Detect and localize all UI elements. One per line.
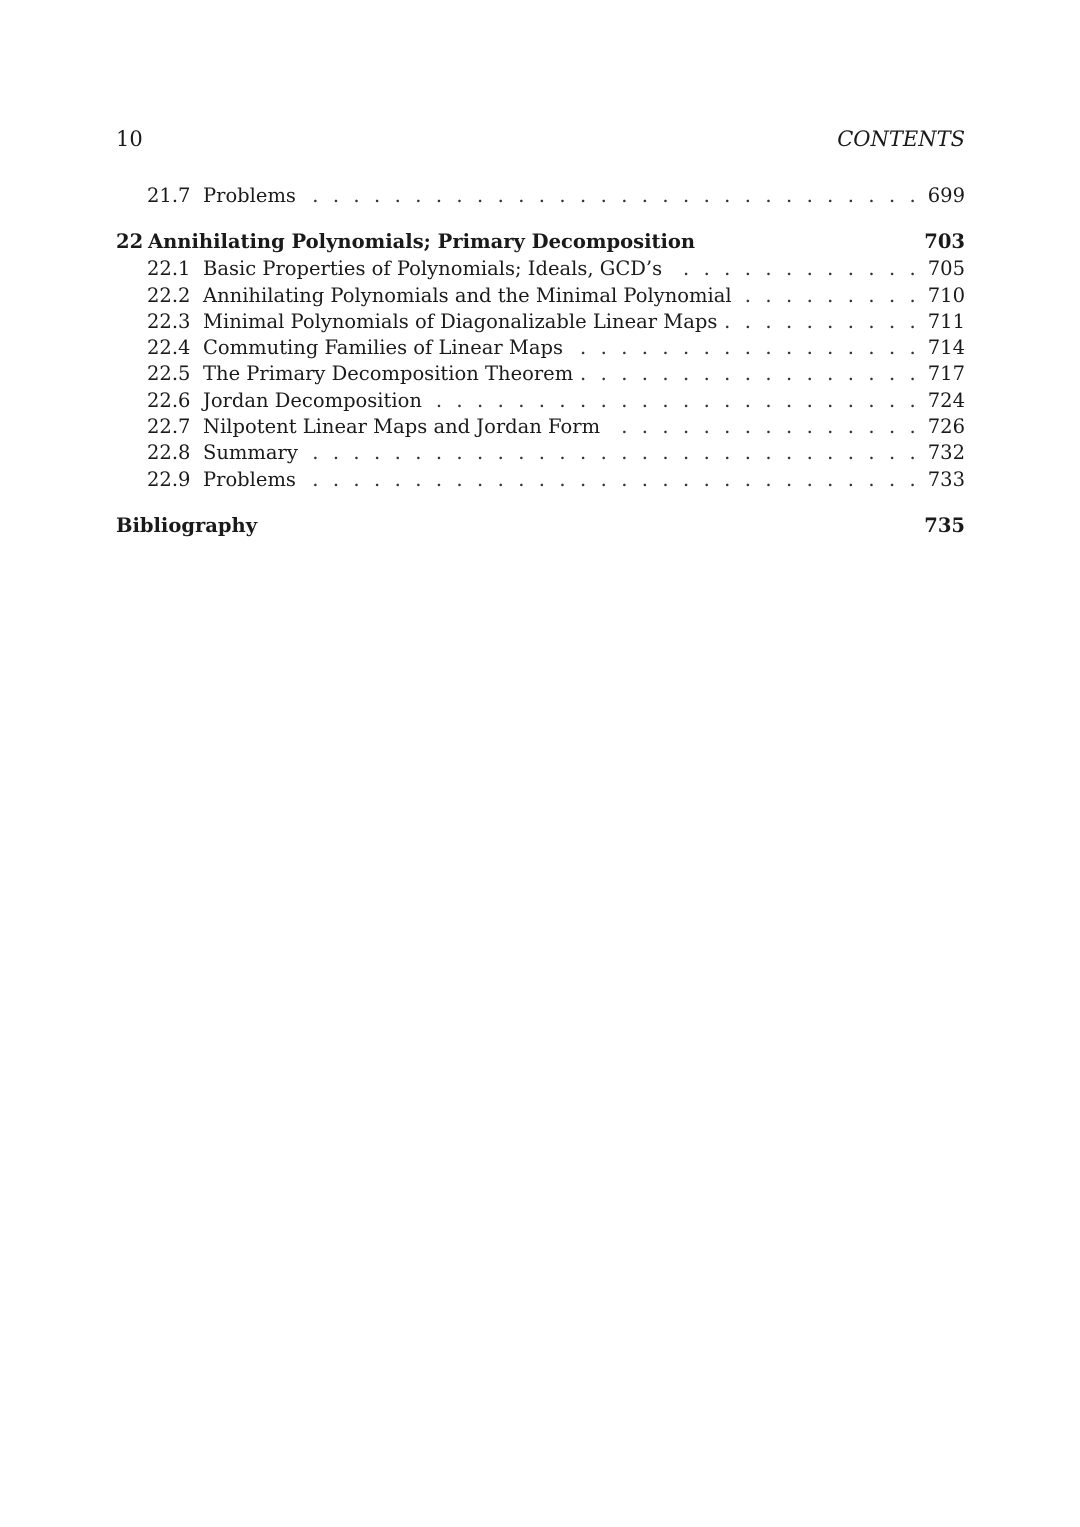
section-number: 22.9 <box>147 467 191 491</box>
section-title: Jordan Decomposition <box>203 388 422 412</box>
section-page: 699 <box>927 184 965 207</box>
toc-section-row[interactable] <box>116 414 965 440</box>
chapter-page: 703 <box>924 230 965 254</box>
section-title: Annihilating Polynomials and the Minimal Polynomial <box>203 283 732 307</box>
chapter-title: Annihilating Polynomials; Primary Decomposition <box>148 230 696 254</box>
section-title: Minimal Polynomials of Diagonalizable Linear Maps <box>203 309 718 333</box>
section-number: 22.6 <box>147 388 191 412</box>
dot-leader <box>428 388 916 414</box>
section-number: 22.8 <box>147 441 191 465</box>
toc-section-row[interactable] <box>116 183 965 209</box>
section-title: The Primary Decomposition Theorem <box>203 362 574 386</box>
toc-section-row[interactable] <box>116 388 965 414</box>
section-title: Problems <box>203 467 296 491</box>
bibliography-title: Bibliography <box>116 513 258 537</box>
section-number: 21.7 <box>147 184 191 207</box>
table-of-contents <box>116 183 965 540</box>
section-number: 22.7 <box>147 415 191 439</box>
toc-section-row[interactable] <box>116 283 965 309</box>
page-header <box>116 125 965 153</box>
toc-section-row[interactable] <box>116 309 965 335</box>
section-number: 22.3 <box>147 309 191 333</box>
section-page: 711 <box>927 309 965 333</box>
toc-bibliography-row[interactable] <box>116 513 965 540</box>
section-page: 726 <box>927 415 965 439</box>
section-title: Commuting Families of Linear Maps <box>203 336 563 360</box>
section-number: 22.5 <box>147 362 191 386</box>
section-page: 733 <box>927 467 965 491</box>
section-page: 710 <box>927 283 965 307</box>
toc-section-row[interactable] <box>116 440 965 466</box>
section-title: Summary <box>203 441 298 465</box>
toc-section-row[interactable] <box>116 467 965 493</box>
toc-section-row[interactable] <box>116 256 965 282</box>
toc-section-row[interactable] <box>116 335 965 361</box>
toc-chapter-row[interactable] <box>116 229 965 256</box>
section-page: 724 <box>927 388 965 412</box>
section-page: 717 <box>927 362 965 386</box>
dot-leader <box>606 414 916 440</box>
section-title: Basic Properties of Polynomials; Ideals, GCD’s <box>203 257 663 281</box>
page-number: 10 <box>116 127 143 151</box>
section-title: Problems <box>203 184 296 207</box>
dot-leader <box>723 309 915 335</box>
section-number: 22.1 <box>147 257 191 281</box>
dot-leader <box>302 183 916 209</box>
chapter-number: 22 <box>116 230 144 254</box>
section-page: 732 <box>927 441 965 465</box>
dot-leader <box>569 335 916 361</box>
running-head: CONTENTS <box>837 127 965 151</box>
dot-leader <box>579 361 916 387</box>
dot-leader <box>304 440 916 466</box>
section-page: 705 <box>927 257 965 281</box>
section-page: 714 <box>927 336 965 360</box>
section-number: 22.4 <box>147 336 191 360</box>
dot-leader <box>738 283 916 309</box>
dot-leader <box>302 467 916 493</box>
section-title: Nilpotent Linear Maps and Jordan Form <box>203 415 601 439</box>
toc-section-row[interactable] <box>116 361 965 387</box>
dot-leader <box>668 256 916 282</box>
bibliography-page: 735 <box>924 513 965 537</box>
section-number: 22.2 <box>147 283 191 307</box>
